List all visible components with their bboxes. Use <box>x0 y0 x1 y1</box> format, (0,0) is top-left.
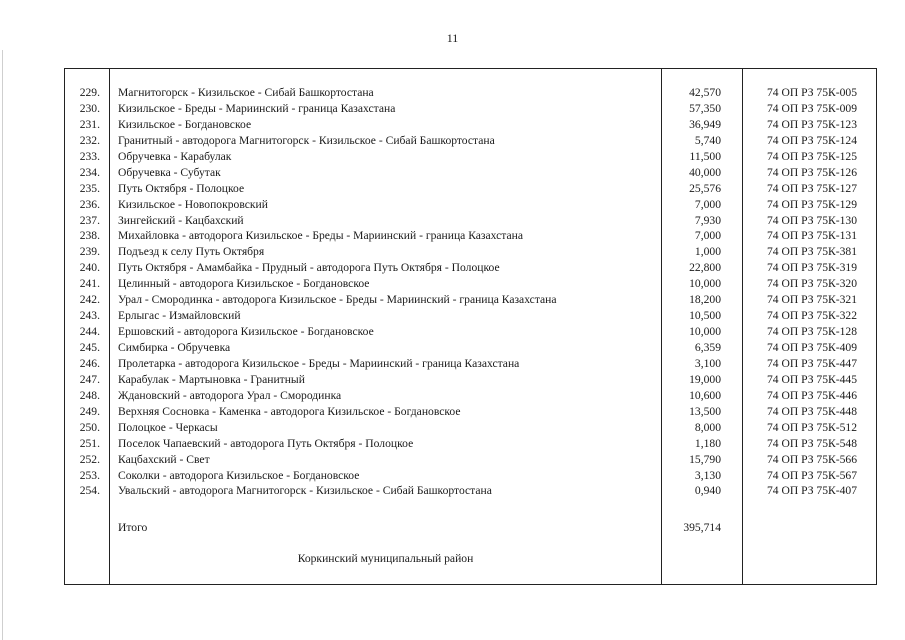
table-row <box>65 244 876 260</box>
table-row <box>65 483 876 499</box>
row-number: 230. <box>79 101 100 115</box>
table-row <box>65 197 876 213</box>
road-code: 74 ОП РЗ 75К-131 <box>766 229 857 243</box>
row-number: 236. <box>79 197 100 211</box>
road-name: Ершовский - автодорога Кизильское - Богдановское <box>118 325 374 339</box>
row-number: 233. <box>79 149 100 163</box>
road-name: Путь Октября - Амамбайка - Прудный - автодорога Путь Октября - Полоцкое <box>118 261 500 275</box>
road-length: 10,500 <box>689 309 721 323</box>
row-number: 247. <box>79 372 100 386</box>
road-length: 0,940 <box>694 484 721 498</box>
table-row <box>65 101 876 117</box>
road-length: 11,500 <box>689 149 721 163</box>
road-length: 1,000 <box>694 245 721 259</box>
road-code: 74 ОП РЗ 75К-123 <box>766 117 857 131</box>
row-number: 248. <box>79 388 100 402</box>
table-row <box>65 181 876 197</box>
total-label: Итого <box>118 521 148 534</box>
road-code: 74 ОП РЗ 75К-130 <box>766 213 857 227</box>
row-number: 229. <box>79 86 100 99</box>
road-name: Полоцкое - Черкасы <box>118 420 218 434</box>
row-number: 234. <box>79 165 100 179</box>
road-length: 3,100 <box>694 356 721 370</box>
road-code: 74 ОП РЗ 75К-448 <box>766 404 857 418</box>
table-row <box>65 372 876 388</box>
section-heading: Коркинский муниципальный район <box>297 552 474 565</box>
table-row <box>65 308 876 324</box>
table-row <box>65 276 876 292</box>
road-length: 5,740 <box>694 133 721 147</box>
table-row <box>65 117 876 133</box>
table-row <box>65 228 876 244</box>
road-code: 74 ОП РЗ 75К-447 <box>766 356 857 370</box>
row-number: 244. <box>79 325 100 339</box>
road-code: 74 ОП РЗ 75К-567 <box>766 468 857 482</box>
road-length: 19,000 <box>689 372 721 386</box>
road-code: 74 ОП РЗ 75К-128 <box>766 325 857 339</box>
row-number: 239. <box>79 245 100 259</box>
scan-edge-line <box>2 50 3 640</box>
road-length: 18,200 <box>689 293 721 307</box>
road-name: Кизильское - Бреды - Мариинский - граница Казахстана <box>118 101 396 115</box>
road-name: Урал - Смородинка - автодорога Кизильское - Бреды - Мариинский - граница Казахстана <box>118 293 557 307</box>
row-number: 241. <box>79 277 100 291</box>
row-number: 231. <box>79 117 100 131</box>
road-code: 74 ОП РЗ 75К-381 <box>766 245 857 259</box>
road-code: 74 ОП РЗ 75К-548 <box>766 436 857 450</box>
road-length: 42,570 <box>689 86 721 99</box>
road-name: Симбирка - Обручевка <box>118 341 231 354</box>
road-name: Карабулак - Мартыновка - Гранитный <box>118 372 305 386</box>
road-code: 74 ОП РЗ 75К-009 <box>766 101 857 115</box>
table-row <box>65 404 876 420</box>
road-length: 3,130 <box>694 468 721 482</box>
road-length: 10,000 <box>689 325 721 339</box>
road-code: 74 ОП РЗ 75К-005 <box>766 86 857 99</box>
roads-table <box>64 68 877 585</box>
road-length: 25,576 <box>689 181 721 195</box>
road-length: 7,000 <box>694 197 721 211</box>
road-name: Зингейский - Кацбахский <box>118 213 244 227</box>
table-row <box>65 149 876 165</box>
road-name: Путь Октября - Полоцкое <box>118 181 245 195</box>
table-row <box>65 436 876 452</box>
road-length: 22,800 <box>689 261 721 275</box>
row-number: 237. <box>79 213 100 227</box>
road-name: Поселок Чапаевский - автодорога Путь Октября - Полоцкое <box>118 436 414 450</box>
road-name: Подъезд к селу Путь Октября <box>118 245 265 259</box>
total-row <box>65 520 876 536</box>
row-number: 232. <box>79 133 100 147</box>
row-number: 238. <box>79 229 100 243</box>
road-name: Увальский - автодорога Магнитогорск - Кизильское - Сибай Башкортостана <box>118 484 492 498</box>
road-code: 74 ОП РЗ 75К-566 <box>766 452 857 466</box>
row-number: 254. <box>79 484 100 498</box>
road-name: Кацбахский - Свет <box>118 452 210 466</box>
road-length: 10,000 <box>689 277 721 291</box>
road-name: Обручевка - Субутак <box>118 165 221 179</box>
road-length: 10,600 <box>689 388 721 402</box>
road-code: 74 ОП РЗ 75К-124 <box>766 133 857 147</box>
road-name: Магнитогорск - Кизильское - Сибай Башкортостана <box>118 86 374 99</box>
road-name: Обручевка - Карабулак <box>118 149 232 163</box>
road-length: 57,350 <box>689 101 721 115</box>
table-row <box>65 260 876 276</box>
table-row <box>65 85 876 101</box>
row-number: 250. <box>79 420 100 434</box>
road-length: 15,790 <box>689 452 721 466</box>
table-row <box>65 452 876 468</box>
table-row <box>65 292 876 308</box>
table-row <box>65 133 876 149</box>
table-row <box>65 340 876 356</box>
row-number: 253. <box>79 468 100 482</box>
row-number: 243. <box>79 309 100 323</box>
road-length: 13,500 <box>689 404 721 418</box>
table-row <box>65 213 876 229</box>
road-name: Кизильское - Новопокровский <box>118 197 268 211</box>
road-name: Ждановский - автодорога Урал - Смородинка <box>118 388 342 402</box>
road-code: 74 ОП РЗ 75К-320 <box>766 277 857 291</box>
row-number: 252. <box>79 452 100 466</box>
road-length: 8,000 <box>694 420 721 434</box>
road-length: 1,180 <box>694 436 721 450</box>
road-length: 6,359 <box>694 341 721 354</box>
table-row <box>65 324 876 340</box>
row-number: 245. <box>79 341 100 354</box>
road-name: Верхняя Сосновка - Каменка - автодорога Кизильское - Богдановское <box>118 404 461 418</box>
road-name: Кизильское - Богдановское <box>118 117 252 131</box>
road-code: 74 ОП РЗ 75К-446 <box>766 388 857 402</box>
row-number: 235. <box>79 181 100 195</box>
table-row <box>65 468 876 484</box>
row-number: 240. <box>79 261 100 275</box>
table-body <box>65 85 876 499</box>
road-code: 74 ОП РЗ 75К-129 <box>766 197 857 211</box>
road-code: 74 ОП РЗ 75К-321 <box>766 293 857 307</box>
road-code: 74 ОП РЗ 75К-125 <box>766 149 857 163</box>
road-name: Пролетарка - автодорога Кизильское - Бреды - Мариинский - граница Казахстана <box>118 356 520 370</box>
road-code: 74 ОП РЗ 75К-512 <box>766 420 857 434</box>
road-code: 74 ОП РЗ 75К-127 <box>766 181 857 195</box>
row-number: 251. <box>79 436 100 450</box>
road-code: 74 ОП РЗ 75К-409 <box>766 341 857 354</box>
road-code: 74 ОП РЗ 75К-319 <box>766 261 857 275</box>
road-length: 7,000 <box>694 229 721 243</box>
road-code: 74 ОП РЗ 75К-126 <box>766 165 857 179</box>
road-length: 36,949 <box>689 117 721 131</box>
road-length: 7,930 <box>694 213 721 227</box>
table-row <box>65 420 876 436</box>
road-code: 74 ОП РЗ 75К-407 <box>766 484 857 498</box>
road-name: Гранитный - автодорога Магнитогорск - Кизильское - Сибай Башкортостана <box>118 133 495 147</box>
road-name: Ерлыгас - Измайловский <box>118 309 241 323</box>
total-length: 395,714 <box>683 521 721 534</box>
road-code: 74 ОП РЗ 75К-322 <box>766 309 857 323</box>
row-number: 242. <box>79 293 100 307</box>
road-length: 40,000 <box>689 165 721 179</box>
table-row <box>65 388 876 404</box>
road-code: 74 ОП РЗ 75К-445 <box>766 372 857 386</box>
road-name: Целинный - автодорога Кизильское - Богдановское <box>118 277 370 291</box>
row-number: 249. <box>79 404 100 418</box>
road-name: Соколки - автодорога Кизильское - Богдановское <box>118 468 360 482</box>
road-name: Михайловка - автодорога Кизильское - Бреды - Мариинский - граница Казахстана <box>118 229 523 243</box>
table-row <box>65 165 876 181</box>
row-number: 246. <box>79 356 100 370</box>
table-row <box>65 356 876 372</box>
page-number: 11 <box>446 31 459 45</box>
